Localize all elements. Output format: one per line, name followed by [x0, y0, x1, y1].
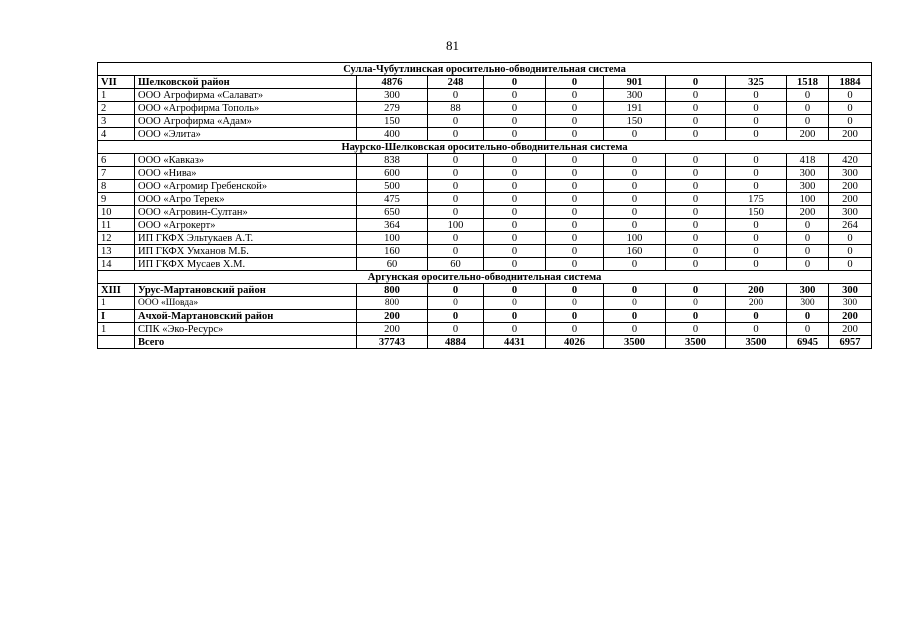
section-header-row: [98, 271, 872, 284]
value-cell: 0: [604, 128, 666, 141]
value-cell: 418: [787, 154, 829, 167]
value-cell: 4026: [546, 336, 604, 349]
value-cell: 0: [484, 167, 546, 180]
value-cell: 0: [484, 258, 546, 271]
subtotal-row: [98, 284, 872, 297]
value-cell: 300: [787, 167, 829, 180]
value-cell: 3500: [604, 336, 666, 349]
value-cell: 0: [666, 102, 726, 115]
row-index: 14: [98, 258, 135, 271]
row-index: [98, 336, 135, 349]
value-cell: 200: [726, 284, 787, 297]
value-cell: 0: [666, 310, 726, 323]
row-index: 3: [98, 115, 135, 128]
value-cell: 6957: [829, 336, 872, 349]
table-row: [98, 115, 872, 128]
value-cell: 0: [546, 102, 604, 115]
value-cell: 0: [787, 323, 829, 336]
value-cell: 200: [357, 323, 428, 336]
value-cell: 200: [726, 297, 787, 310]
value-cell: 0: [484, 76, 546, 89]
value-cell: 0: [726, 245, 787, 258]
value-cell: 0: [726, 115, 787, 128]
value-cell: 838: [357, 154, 428, 167]
value-cell: 0: [484, 115, 546, 128]
table-row: [98, 206, 872, 219]
table-row: [98, 102, 872, 115]
value-cell: 150: [357, 115, 428, 128]
value-cell: 0: [428, 154, 484, 167]
row-name: ООО «Элита»: [135, 128, 357, 141]
value-cell: 0: [484, 128, 546, 141]
value-cell: 0: [666, 154, 726, 167]
value-cell: 300: [357, 89, 428, 102]
table-row: [98, 167, 872, 180]
value-cell: 0: [829, 102, 872, 115]
value-cell: 0: [666, 297, 726, 310]
table-row: [98, 154, 872, 167]
row-index: 7: [98, 167, 135, 180]
table-row: [98, 180, 872, 193]
value-cell: 0: [484, 102, 546, 115]
row-index: VII: [98, 76, 135, 89]
table-row: [98, 193, 872, 206]
row-index: 9: [98, 193, 135, 206]
value-cell: 0: [604, 310, 666, 323]
value-cell: 0: [484, 193, 546, 206]
value-cell: 364: [357, 219, 428, 232]
value-cell: 100: [357, 232, 428, 245]
row-index: XIII: [98, 284, 135, 297]
value-cell: 4431: [484, 336, 546, 349]
value-cell: 0: [484, 297, 546, 310]
value-cell: 0: [666, 193, 726, 206]
value-cell: 300: [604, 89, 666, 102]
value-cell: 200: [829, 193, 872, 206]
section-title: Наурско-Шелковская оросительно-обводнительная система: [98, 141, 872, 154]
row-index: 10: [98, 206, 135, 219]
value-cell: 300: [787, 284, 829, 297]
value-cell: 0: [666, 115, 726, 128]
value-cell: 0: [726, 89, 787, 102]
value-cell: 0: [428, 193, 484, 206]
value-cell: 0: [484, 89, 546, 102]
value-cell: 0: [666, 245, 726, 258]
value-cell: 6945: [787, 336, 829, 349]
value-cell: 160: [604, 245, 666, 258]
value-cell: 0: [428, 115, 484, 128]
row-name: ООО «Агромир Гребенской»: [135, 180, 357, 193]
value-cell: 0: [787, 232, 829, 245]
row-name: ООО «Шовда»: [135, 297, 357, 310]
value-cell: 0: [546, 245, 604, 258]
value-cell: 300: [787, 180, 829, 193]
value-cell: 0: [604, 323, 666, 336]
value-cell: 800: [357, 297, 428, 310]
value-cell: 0: [428, 206, 484, 219]
value-cell: 0: [484, 284, 546, 297]
value-cell: 60: [428, 258, 484, 271]
table-row: [98, 232, 872, 245]
value-cell: 300: [829, 206, 872, 219]
value-cell: 0: [604, 297, 666, 310]
value-cell: 500: [357, 180, 428, 193]
value-cell: 0: [666, 167, 726, 180]
value-cell: 0: [726, 232, 787, 245]
value-cell: 0: [726, 128, 787, 141]
value-cell: 0: [666, 128, 726, 141]
value-cell: 0: [604, 167, 666, 180]
value-cell: 0: [546, 219, 604, 232]
value-cell: 300: [829, 167, 872, 180]
value-cell: 0: [484, 206, 546, 219]
table-row: [98, 128, 872, 141]
value-cell: 0: [546, 258, 604, 271]
table-row: [98, 323, 872, 336]
row-name: ООО «Кавказ»: [135, 154, 357, 167]
value-cell: 0: [484, 219, 546, 232]
value-cell: 200: [787, 206, 829, 219]
row-name: СПК «Эко-Ресурс»: [135, 323, 357, 336]
table-row: [98, 297, 872, 310]
row-name: Ачхой-Мартановский район: [135, 310, 357, 323]
value-cell: 0: [428, 297, 484, 310]
value-cell: 0: [666, 284, 726, 297]
row-name: ООО «Агрофирма Тополь»: [135, 102, 357, 115]
value-cell: 88: [428, 102, 484, 115]
section-header-row: [98, 141, 872, 154]
table-row: [98, 89, 872, 102]
value-cell: 0: [546, 232, 604, 245]
value-cell: 0: [726, 154, 787, 167]
value-cell: 60: [357, 258, 428, 271]
value-cell: 200: [787, 128, 829, 141]
value-cell: 0: [546, 154, 604, 167]
value-cell: 264: [829, 219, 872, 232]
value-cell: 160: [357, 245, 428, 258]
row-name: Урус-Мартановский район: [135, 284, 357, 297]
value-cell: 248: [428, 76, 484, 89]
value-cell: 0: [666, 89, 726, 102]
value-cell: 0: [726, 180, 787, 193]
value-cell: 0: [829, 258, 872, 271]
value-cell: 100: [604, 232, 666, 245]
value-cell: 0: [726, 219, 787, 232]
row-index: I: [98, 310, 135, 323]
value-cell: 0: [428, 245, 484, 258]
value-cell: 0: [787, 245, 829, 258]
section-title: Аргунская оросительно-обводнительная система: [98, 271, 872, 284]
value-cell: 420: [829, 154, 872, 167]
value-cell: 3500: [666, 336, 726, 349]
value-cell: 0: [546, 115, 604, 128]
row-index: 1: [98, 89, 135, 102]
section-title: Сулла-Чубутлинская оросительно-обводнительная система: [98, 63, 872, 76]
value-cell: 0: [604, 206, 666, 219]
value-cell: 150: [726, 206, 787, 219]
row-name: ИП ГКФХ Мусаев Х.М.: [135, 258, 357, 271]
irrigation-table: [97, 62, 872, 349]
row-name: ИП ГКФХ Умханов М.Б.: [135, 245, 357, 258]
value-cell: 0: [604, 154, 666, 167]
value-cell: 0: [829, 89, 872, 102]
value-cell: 0: [546, 128, 604, 141]
value-cell: 0: [428, 180, 484, 193]
value-cell: 279: [357, 102, 428, 115]
row-index: 13: [98, 245, 135, 258]
value-cell: 3500: [726, 336, 787, 349]
value-cell: 0: [787, 89, 829, 102]
value-cell: 0: [546, 297, 604, 310]
value-cell: 0: [546, 89, 604, 102]
value-cell: 0: [787, 219, 829, 232]
value-cell: 4884: [428, 336, 484, 349]
row-index: 4: [98, 128, 135, 141]
value-cell: 1518: [787, 76, 829, 89]
table-body: [98, 63, 872, 349]
value-cell: 0: [726, 167, 787, 180]
row-index: 11: [98, 219, 135, 232]
value-cell: 0: [484, 245, 546, 258]
subtotal-row: [98, 76, 872, 89]
value-cell: 0: [428, 323, 484, 336]
value-cell: 1884: [829, 76, 872, 89]
value-cell: 0: [666, 206, 726, 219]
table-row: [98, 258, 872, 271]
table-row: [98, 219, 872, 232]
value-cell: 0: [666, 76, 726, 89]
row-index: 12: [98, 232, 135, 245]
value-cell: 200: [829, 310, 872, 323]
value-cell: 191: [604, 102, 666, 115]
value-cell: 200: [357, 310, 428, 323]
value-cell: 0: [428, 284, 484, 297]
value-cell: 0: [726, 258, 787, 271]
value-cell: 0: [484, 323, 546, 336]
row-name: ООО «Агро Терек»: [135, 193, 357, 206]
value-cell: 0: [604, 180, 666, 193]
value-cell: 100: [428, 219, 484, 232]
value-cell: 4876: [357, 76, 428, 89]
value-cell: 0: [726, 102, 787, 115]
value-cell: 0: [829, 245, 872, 258]
value-cell: 0: [787, 102, 829, 115]
value-cell: 100: [787, 193, 829, 206]
value-cell: 0: [666, 219, 726, 232]
value-cell: 0: [546, 167, 604, 180]
row-index: 8: [98, 180, 135, 193]
value-cell: 0: [829, 115, 872, 128]
value-cell: 800: [357, 284, 428, 297]
value-cell: 300: [787, 297, 829, 310]
page-number: 81: [446, 38, 459, 53]
value-cell: 0: [428, 89, 484, 102]
row-name: ИП ГКФХ Эльтукаев А.Т.: [135, 232, 357, 245]
value-cell: 0: [546, 323, 604, 336]
value-cell: 200: [829, 128, 872, 141]
value-cell: 150: [604, 115, 666, 128]
row-name: ООО «Агровин-Султан»: [135, 206, 357, 219]
value-cell: 0: [829, 232, 872, 245]
row-name: Шелковской район: [135, 76, 357, 89]
value-cell: 0: [546, 193, 604, 206]
value-cell: 0: [546, 310, 604, 323]
value-cell: 200: [829, 323, 872, 336]
value-cell: 650: [357, 206, 428, 219]
row-name: ООО Агрофирма «Салават»: [135, 89, 357, 102]
table-row: [98, 245, 872, 258]
value-cell: 0: [428, 232, 484, 245]
row-name: Всего: [135, 336, 357, 349]
value-cell: 475: [357, 193, 428, 206]
row-name: ООО Агрофирма «Адам»: [135, 115, 357, 128]
value-cell: 0: [546, 76, 604, 89]
value-cell: 0: [726, 323, 787, 336]
value-cell: 0: [484, 180, 546, 193]
value-cell: 0: [484, 310, 546, 323]
value-cell: 901: [604, 76, 666, 89]
value-cell: 0: [787, 115, 829, 128]
value-cell: 37743: [357, 336, 428, 349]
value-cell: 0: [428, 310, 484, 323]
value-cell: 0: [726, 310, 787, 323]
value-cell: 0: [546, 180, 604, 193]
row-index: 1: [98, 323, 135, 336]
value-cell: 0: [666, 323, 726, 336]
value-cell: 0: [604, 219, 666, 232]
value-cell: 0: [484, 154, 546, 167]
value-cell: 0: [666, 232, 726, 245]
value-cell: 0: [484, 232, 546, 245]
value-cell: 0: [428, 167, 484, 180]
value-cell: 200: [829, 180, 872, 193]
section-header-row: [98, 63, 872, 76]
value-cell: 0: [604, 284, 666, 297]
value-cell: 0: [546, 206, 604, 219]
subtotal-row: [98, 310, 872, 323]
value-cell: 0: [787, 310, 829, 323]
value-cell: 0: [604, 193, 666, 206]
value-cell: 175: [726, 193, 787, 206]
value-cell: 0: [787, 258, 829, 271]
value-cell: 0: [666, 258, 726, 271]
row-index: 6: [98, 154, 135, 167]
value-cell: 0: [604, 258, 666, 271]
row-index: 2: [98, 102, 135, 115]
value-cell: 0: [428, 128, 484, 141]
row-name: ООО «Нива»: [135, 167, 357, 180]
value-cell: 300: [829, 284, 872, 297]
row-index: 1: [98, 297, 135, 310]
value-cell: 600: [357, 167, 428, 180]
value-cell: 400: [357, 128, 428, 141]
row-name: ООО «Агрокерт»: [135, 219, 357, 232]
value-cell: 0: [546, 284, 604, 297]
value-cell: 0: [666, 180, 726, 193]
subtotal-row: [98, 336, 872, 349]
value-cell: 325: [726, 76, 787, 89]
value-cell: 300: [829, 297, 872, 310]
